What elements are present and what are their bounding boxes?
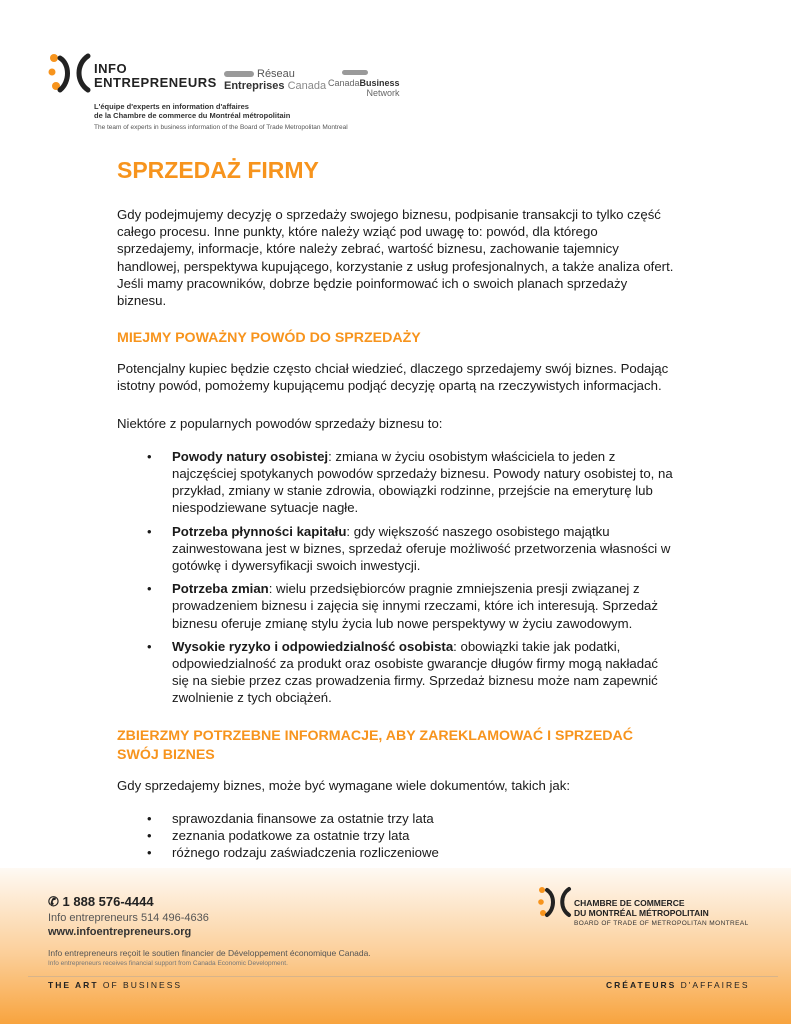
tagline-fr-1: L'équipe d'experts en information d'affaires (94, 102, 249, 111)
list-item-bold: Potrzeba zmian (172, 581, 269, 597)
section-1-paragraph-2: Niektóre z popularnych powodów sprzedaży biznesu to: (117, 415, 443, 431)
header (44, 44, 404, 136)
art-bold: THE ART (48, 980, 99, 990)
intro-paragraph: Gdy podejmujemy decyzję o sprzedaży swojego biznesu, podpisanie transakcji to tylko część całego procesu. Inne punkty, które należy wziąć pod uwagę to: powód, dla którego sprzedajemy, informacje, które należy zebrać, wartość biznesu, zachowanie tajemnicy handlowej, perspektywa kupującego, korzystanie z usług profesjonalnych, a także analiza ofert. Jeśli mamy pracowników, dobrze będzie poinformować ich o swoich planach sprzedaży biznesu. (117, 207, 674, 309)
tagline-fr (94, 102, 290, 120)
brand-name (94, 62, 217, 90)
section-1-paragraph-1: Potencjalny kupiec będzie często chciał wiedzieć, dlaczego sprzedajemy swój biznes. Podając istotny powód, pomożemy kupującemu podjąć decyzję opartą na rzeczywistych informacjach. (117, 361, 669, 394)
document-title: SPRZEDAŻ FIRMY (117, 157, 319, 183)
list-item (117, 810, 677, 827)
info-entrepreneurs-logo-icon (46, 50, 92, 96)
list-item-bold: Wysokie ryzyko i odpowiedzialność osobista (172, 638, 454, 654)
partner-badge-icon (224, 71, 254, 77)
bullet-icon: • (147, 638, 152, 654)
list-item (117, 580, 677, 632)
list-item (117, 827, 677, 844)
list-item-text: sprawozdania finansowe za ostatnie trzy lata (172, 810, 434, 826)
document-body (117, 156, 677, 877)
footer-phone (48, 894, 154, 910)
list-item-text: : gdy większość naszego osobistego majątku zainwestowana jest w biznes, sprzedaż oferuje możliwość przetworzenia własności w gotówkę i dywersyfikacji swoich inwestycji. (172, 523, 671, 574)
chamber-line-3: BOARD OF TRADE OF METROPOLITAN MONTREAL (574, 920, 749, 927)
footer-funding-en: Info entrepreneurs receives financial support from Canada Economic Development. (48, 960, 288, 967)
chamber-line-2: DU MONTRÉAL MÉTROPOLITAIN (574, 908, 709, 918)
chamber-logo-icon (536, 884, 572, 920)
partner1-line-1: Réseau (257, 68, 295, 80)
bullet-icon: • (147, 828, 152, 844)
bullet-icon: • (147, 845, 152, 861)
list-item (117, 448, 677, 517)
brand-line-2: ENTREPRENEURS (94, 75, 217, 90)
list-item (117, 638, 677, 707)
footer-createurs (606, 980, 750, 990)
list-item-text: : zmiana w życiu osobistym właściciela to jeden z najczęściej spotykanych powodów sprzedaży biznesu. Powody natury osobistej to, na przykład, zmiany w stanie zdrowia, obowiązki rodzinne, przejście na emeryturę lub niespodziewane sytuacje nagłe. (172, 448, 673, 516)
tagline-fr-2: de la Chambre de commerce du Montréal métropolitain (94, 111, 291, 120)
canada-business-network-logo (328, 70, 400, 98)
reasons-list (117, 448, 677, 707)
bullet-icon: • (147, 448, 152, 464)
list-item (117, 523, 677, 575)
bullet-icon: • (147, 810, 152, 826)
createurs-rest: D'AFFAIRES (680, 980, 750, 990)
section-1-heading: MIEJMY POWAŻNY POWÓD DO SPRZEDAŻY (117, 330, 421, 347)
footer-phone-number: 1 888 576-4444 (62, 894, 154, 909)
partner1-light: Canada (287, 80, 327, 92)
art-rest: OF BUSINESS (102, 980, 183, 990)
list-item (117, 844, 677, 861)
list-item-text: różnego rodzaju zaświadczenia rozliczeniowe (172, 845, 439, 861)
phone-icon: ✆ (48, 894, 63, 909)
footer-info-line: Info entrepreneurs 514 496-4636 (48, 912, 209, 924)
footer-funding-fr: Info entrepreneurs reçoit le soutien financier de Développement économique Canada. (48, 948, 371, 958)
list-item-bold: Potrzeba płynności kapitału (172, 523, 347, 539)
footer-website-link[interactable]: www.infoentrepreneurs.org (48, 926, 192, 938)
list-item-bold: Powody natury osobistej (172, 448, 329, 464)
partner2-line-1: Canada (328, 78, 360, 88)
list-item-text: zeznania podatkowe za ostatnie trzy lata (172, 828, 410, 844)
list-item-text: : wielu przedsiębiorców pragnie zmniejszenia presji związanej z prowadzeniem biznesu i zajęcia się innymi rzeczami, które ich interesują. Sprzedaż biznesu oferuje zmianę stylu życia lub nowe perspektywy w życiu zawodowym. (172, 581, 658, 631)
list-item-text: : obowiązki takie jak podatki, odpowiedzialność za produkt oraz osobiste gwarancje długów firmy mogą nakładać się na siebie przez czas prowadzenia firmy. Sprzedaż biznesu może nam zapewnić zwolnienie z tych obciążeń. (172, 638, 659, 706)
partner2-line-2: Network (366, 88, 400, 98)
partner2-strong: Business (359, 78, 400, 88)
bullet-icon: • (147, 523, 152, 539)
section-2-heading: ZBIERZMY POTRZEBNE INFORMACJE, ABY ZAREKLAMOWAĆ I SPRZEDAĆ SWÓJ BIZNES (117, 727, 634, 763)
bullet-icon: • (147, 581, 152, 597)
reseau-entreprises-logo (224, 68, 326, 92)
documents-list (117, 810, 677, 862)
chamber-name (574, 898, 709, 918)
partner2-badge-icon (342, 70, 368, 75)
partner1-strong: Entreprises (224, 80, 285, 92)
brand-line-1: INFO (94, 61, 128, 76)
createurs-bold: CRÉATEURS (606, 980, 677, 990)
section-2-paragraph-1: Gdy sprzedajemy biznes, może być wymagane wiele dokumentów, takich jak: (117, 777, 570, 793)
chamber-line-1: CHAMBRE DE COMMERCE (574, 898, 685, 908)
footer-art-of-business (48, 980, 182, 990)
tagline-en: The team of experts in business information of the Board of Trade Metropolitan Montreal (94, 124, 348, 131)
footer (0, 868, 791, 1024)
